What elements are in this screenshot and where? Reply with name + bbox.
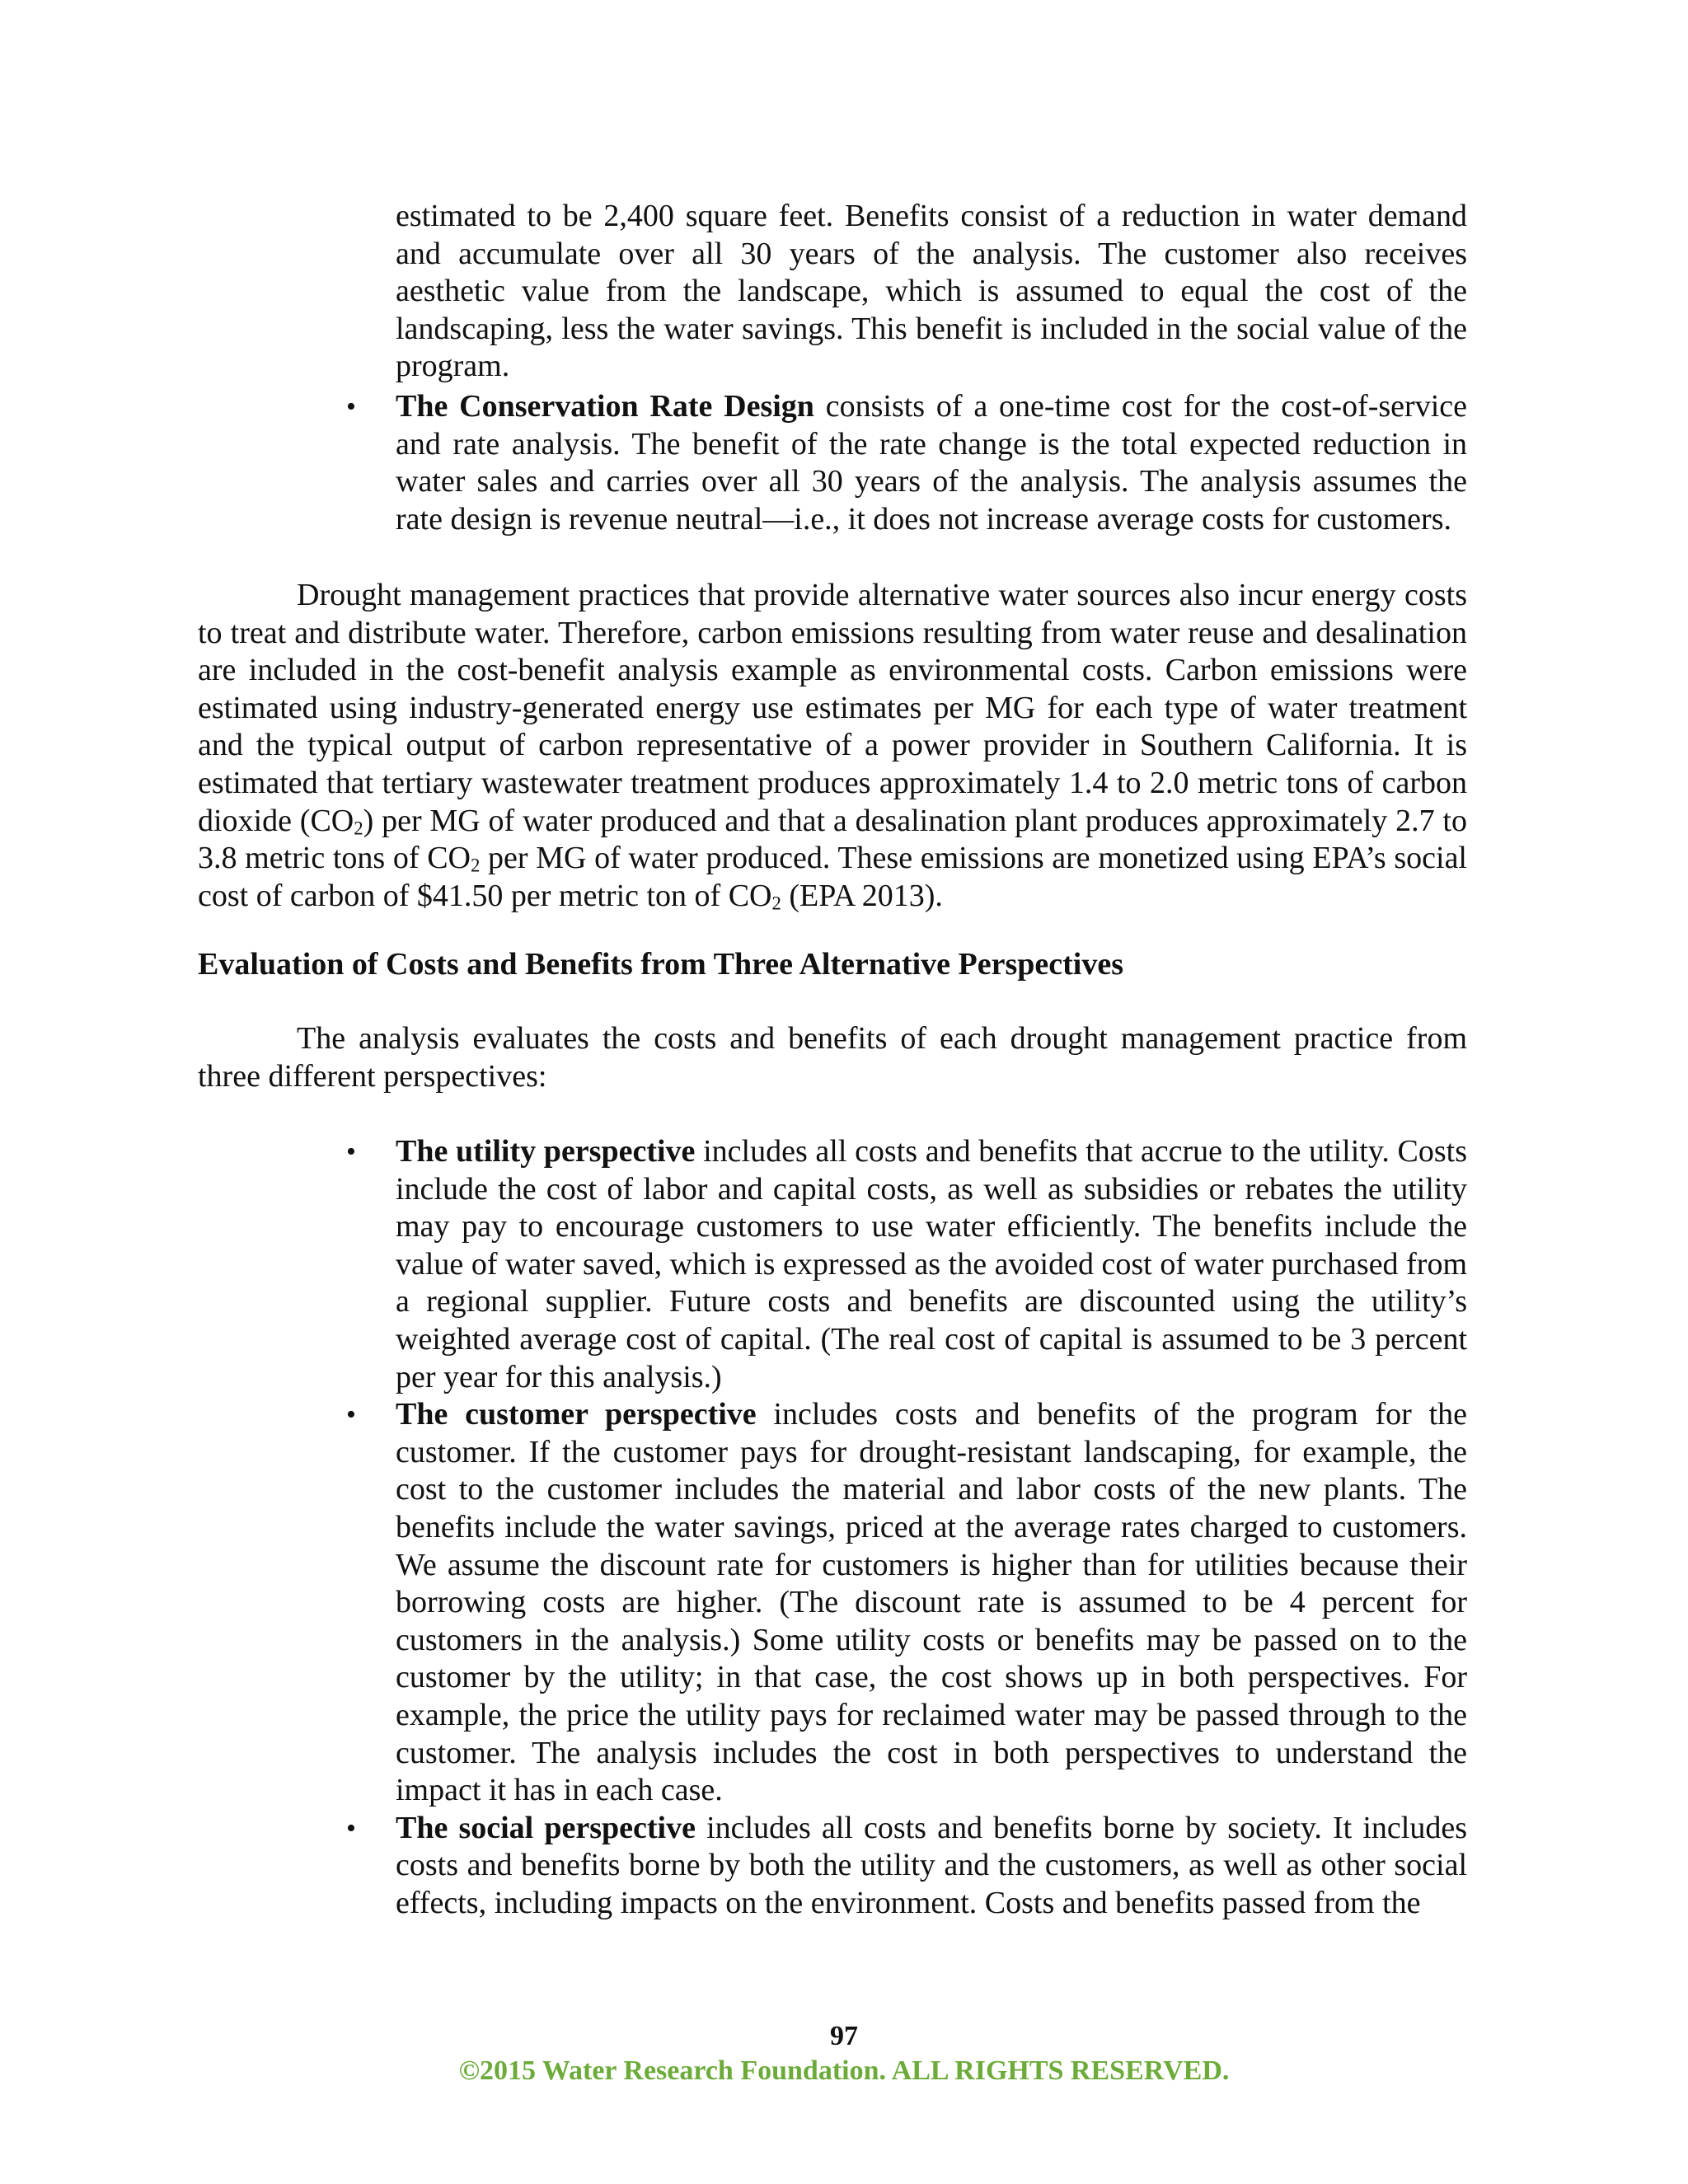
bullet-item-utility-perspective	[335, 1133, 1467, 1396]
bullet-item-social-perspective	[335, 1810, 1467, 1923]
bullet-term: The social perspective	[396, 1810, 696, 1845]
co2-subscript: 2	[470, 855, 481, 876]
paragraph-perspectives-intro: The analysis evaluates the costs and benefits of each drought management practice from three different perspectives:	[198, 1021, 1467, 1094]
bullet-list-top	[335, 388, 1467, 538]
page-number: 97	[830, 2021, 858, 2051]
bullet-item-conservation-rate-design	[335, 388, 1467, 538]
co2-subscript: 2	[354, 818, 363, 839]
paragraph-text: per MG of water produced. These emissions are monetized using EPA’s social cost of carbon of $41.50 per metric ton of CO	[198, 841, 1467, 913]
bullet-icon: •	[346, 1399, 356, 1431]
co2-subscript: 2	[771, 893, 781, 914]
bullet-term: The Conservation Rate Design	[396, 389, 814, 424]
bullet-term: The utility perspective	[396, 1134, 696, 1169]
bullet-icon: •	[346, 391, 356, 422]
paragraph-text: (EPA 2013).	[781, 878, 943, 913]
continuation-text: estimated to be 2,400 square feet. Benefits consist of a reduction in water demand and accumulate over all 30 years of the analysis. The customer also receives aesthetic value from the landscape, which is assumed to equal the cost of the landscaping, less the water savings. This benefit is included in the social value of the program.	[396, 199, 1467, 384]
bullet-term: The customer perspective	[396, 1397, 757, 1432]
bullet-item-customer-perspective	[335, 1396, 1467, 1810]
bullet-icon: •	[346, 1812, 356, 1844]
copyright-notice: ©2015 Water Research Foundation. ALL RIGHTS RESERVED.	[458, 2055, 1230, 2086]
paragraph-carbon-emissions	[198, 577, 1467, 915]
paragraph-text: ) per MG of water produced and that a desalination plant produces approximately 2.7 to 3.8 metric tons of CO	[198, 803, 1467, 876]
section-heading: Evaluation of Costs and Benefits from Three Alternative Perspectives	[198, 947, 1124, 982]
bullet-text: includes costs and benefits of the program for the customer. If the customer pays for drought-resistant landscaping, for example, the cost to the customer includes the material and labor costs of the new plants. The benefits include the water savings, priced at the average rates charged to customers. We assume the discount rate for customers is higher than for utilities because their borrowing costs are higher. (The discount rate is assumed to be 4 percent for customers in the analysis.) Some utility costs or benefits may be passed on to the customer by the utility; in that case, the cost shows up in both perspectives. For example, the price the utility pays for reclaimed water may be passed through to the customer. The analysis includes the cost in both perspectives to understand the impact it has in each case.	[396, 1397, 1467, 1808]
bullet-icon: •	[346, 1137, 356, 1167]
paragraph-text: Drought management practices that provide alternative water sources also incur energy costs to treat and distribute water. Therefore, carbon emissions resulting from water reuse and desalination are included in the cost-benefit analysis example as environmental costs. Carbon emissions were estimated using industry-generated energy use estimates per MG for each type of water treatment and the typical output of carbon representative of a power provider in Southern California. It is estimated that tertiary wastewater treatment produces approximately 1.4 to 2.0 metric tons of carbon dioxide (CO	[198, 578, 1467, 838]
bullet-text: consists of a one-time cost for the cost-of-service and rate analysis. The benefit of the rate change is the total expected reduction in water sales and carries over all 30 years of the analysis. The analysis assumes the rate design is revenue neutral—i.e., it does not increase average costs for customers.	[396, 389, 1467, 537]
bullet-text: includes all costs and benefits that accrue to the utility. Costs include the cost of labor and capital costs, as well as subsidies or rebates the utility may pay to encourage customers to use water efficiently. The benefits include the value of water saved, which is expressed as the avoided cost of water purchased from a regional supplier. Future costs and benefits are discounted using the utility’s weighted average cost of capital. (The real cost of capital is assumed to be 3 percent per year for this analysis.)	[396, 1134, 1468, 1394]
bullet-text: includes all costs and benefits borne by society. It includes costs and benefits borne by both the utility and the customers, as well as other social effects, including impacts on the environment. Costs and benefits passed from the	[396, 1810, 1468, 1920]
bullet-list-perspectives	[335, 1133, 1467, 1922]
